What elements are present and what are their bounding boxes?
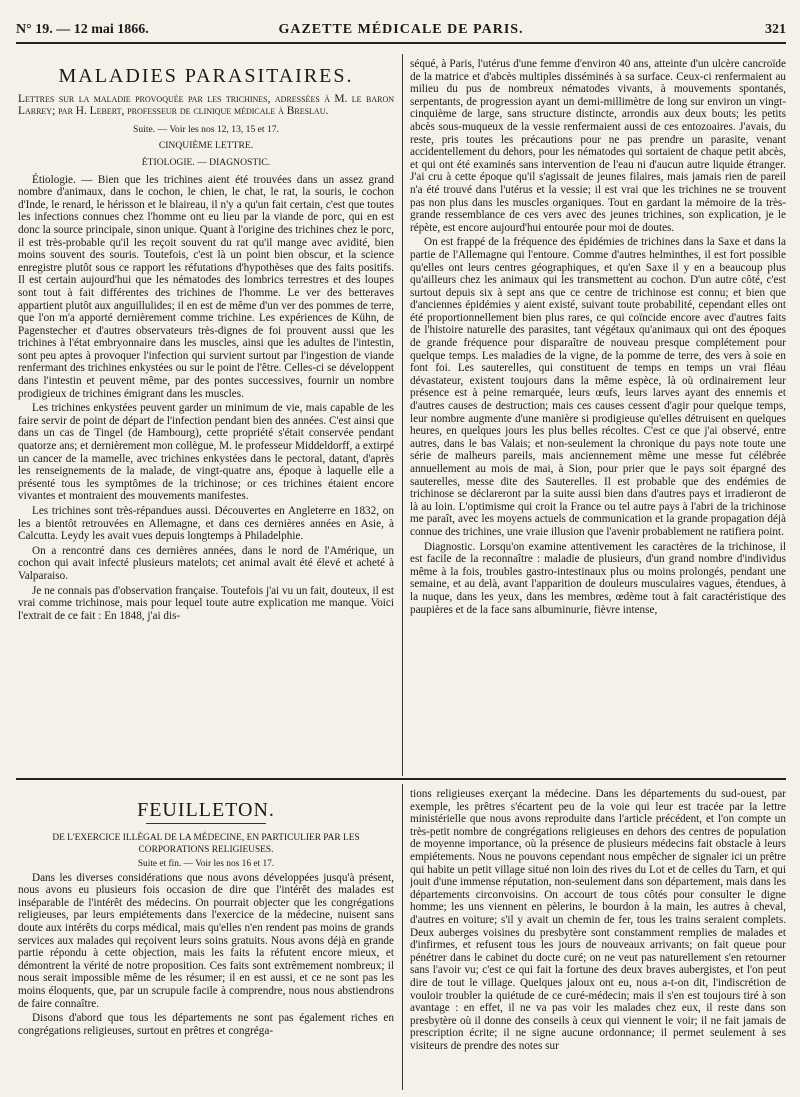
letter-topic: ÉTIOLOGIE. — DIAGNOSTIC. — [141, 156, 271, 168]
paragraph: Je ne connais pas d'observation française. Toutefois j'ai vu un fait, douteux, il est vrai comme trichinose, mais pour lequel toute autre explication me manque. Voici l'extrait de ce fait : En 1848, j'ai dis- — [18, 584, 394, 622]
paragraph: séqué, à Paris, l'utérus d'une femme d'environ 40 ans, atteinte d'un ulcère cancroïde de la matrice et d'abcès multiples disséminés à sa surface. Ceux-ci renfermaient au milieu du pus de nombreux nématodes vivants, à mouvements spontanés, serpentants, de progression ayant un demi-millimètre de long sur environ un vingt-cinquième de large, sans structure distincte, arrondis aux deux bouts; les petits abcès sous-muqueux de la vessie renfermaient aussi de ces entozoaires. J'avais, du reste, pris toutes les précautions pour ne pas prendre un parasite, venant accidentellement du dehors, pour les nématodes qui sortaient de chaque petit abcès, et qui ont été examinés sans intervention de l'eau ni d'aucun autre liquide étranger. J'ai cru à cette époque qu'il s'agissait de jeunes filaires, mais jamais rien de pareil n'a été trouvé dans l'utérus et la vessie; il est vrai que les trichines ne se trouvent pas non plus dans les muscles organiques. Tout en gardant la mémoire de la très-grande ressemblance de ces vers avec des jeunes trichines, son explication, je le répète, est encore aujourd'hui entourée pour moi de doutes. — [410, 58, 786, 234]
paragraph: Dans les diverses considérations que nous avons développées jusqu'à présent, nous avons eu plusieurs fois occasion de dire que l'intérêt des malades est inséparable de l'intérêt des médecins. On pourrait objecter que les congrégations religieuses, par leurs empiétements dans l'exercice de la médecine, nuisent sans doute aux intérêts du corps médical, mais qu'elles n'en rendent pas moins de grands services aux malades qui reçoivent leurs soins gratuits. Nous avons déjà en grande partie répondu à cette objection, mais les faits la réfutent encore mieux, et démontrent la vérité de notre proposition. Ces faits sont extrêmement nombreux; il nous serait impossible même de les résumer; il en est aussi, et ce ne sont pas les moins éloquents, que, par un scrupule facile à comprendre, nous nous abstiendrons de faire connaître. — [18, 871, 394, 1010]
paragraph: Les trichines enkystées peuvent garder un minimum de vie, mais capable de les faire servir de point de départ de l'infection pendant bien des années. C'est ainsi que dans un cas de Tingel (de Hambourg), cette propriété s'était conservée pendant quatorze ans; et dernièrement mon collègue, M. le professeur Middeldorff, a extirpé un cancer de la mamelle, avec trichines enkystées dans le pectoral, datant, d'après les renseignements de la malade, de vingt-quatre ans, époque à laquelle elle a présenté tous les symptômes de la trichinose; or ces trichines étaient encore vivantes et montraient des mouvements manifestes. — [18, 402, 394, 503]
title-rule — [146, 823, 266, 824]
paragraph: Disons d'abord que tous les départements ne sont pas également riches en congrégations religieuses, surtout en prêtres et congréga- — [18, 1012, 394, 1037]
journal-title: GAZETTE MÉDICALE DE PARIS. — [278, 22, 524, 37]
feuilleton-left-column — [18, 794, 394, 1090]
column-divider — [402, 54, 403, 776]
feuilleton-right-column — [410, 788, 786, 1090]
feuilleton-divider — [16, 778, 786, 780]
page-header — [16, 20, 786, 44]
column-divider — [402, 784, 403, 1090]
paragraph: tions religieuses exerçant la médecine. Dans les départements du sud-ouest, par exemple, les prêtres s'écartent peu de la voie qui leur est tracée par la lettre ministérielle que nous avons reproduite dans l'article précédent, et l'on compte un très-petit nombre de congrégations religieuses en dehors des centres de population de moyenne importance, où la présence de plusieurs médecins fait obstacle à leurs empiétements. Nous ne pouvons cependant nous empêcher de signaler ici un prêtre qui habite un petit village situé non loin des rives du Lot et de celles du Tarn, et qui jouit d'une immense réputation, non-seulement dans son département, mais dans les départements circonvoisins. On accourt de tous côtés pour consulter le digne homme; les uns viennent en pèlerins, le bourdon à la main, les autres à cheval, d'autres en voiture; s'il y avait un chemin de fer, tous les trains seraient complets. Deux auberges voisines du presbytère sont constamment remplies de malades et d'infirmes, et refusent tous les jours de nouveaux arrivants; on fait queue pour pénétrer dans le cabinet du docte curé; on ne veut pas naturellement s'en retourner sans l'avoir vu; c'est ce qui fait la fortune des deux braves aubergistes, et l'on peut dire de tout le village. Quelques jaloux ont eu, nous a-t-on dit, l'indiscrétion de vouloir troubler la quiétude de ce curé-médecin; mais il s'en est toujours tiré à son avantage : en effet, il ne va pas voir les malades chez eux, il reste dans son presbytère où il donne des conseils à ceux qui viennent le voir; il ne fait jamais de prescription écrite; il ne signe aucune ordonnance; il permet seulement à ses visiteurs de prendre des notes sur — [410, 788, 786, 1052]
left-column — [18, 62, 394, 774]
feuilleton-title: FEUILLETON. — [137, 799, 275, 821]
letters-title: Lettres sur la maladie provoquée par les trichines, adressées à M. le baron Larrey; par H. Lebert, professeur de clinique médicale à Breslau. — [18, 92, 394, 118]
feuilleton-suite: Suite et fin. — Voir les nos 16 et 17. — [137, 858, 275, 869]
letter-number: CINQUIÈME LETTRE. — [158, 140, 254, 152]
section-title: MALADIES PARASITAIRES. — [58, 65, 354, 87]
paragraph: On est frappé de la fréquence des épidémies de trichines dans la Saxe et dans la partie de l'Allemagne qui l'entoure. Comme d'autres helminthes, il est fort possible qu'elles ont leurs centres géographiques, et qu'en Saxe il y en a beaucoup plus qu'ailleurs chez les animaux qui les transmettent au cochon. D'un autre côté, c'est surtout depuis six à sept ans que ce centre de trichinose est connu; et bien que d'anciennes épidémies y aient existé, suivant toute probabilité, cependant elles ont été proportionnellement bien plus rares, ce qui coïncide encore avec d'autres faits de l'histoire naturelle des parasites, tant végétaux qu'animaux qui ont des époques de grande fréquence pour disparaître de nouveau presque complétement pour quelque temps. Les maladies de la vigne, de la pomme de terre, des vers à soie en font foi. Les sauterelles, qui constituent de temps en temps un vrai fléau dévastateur, existent toujours dans la même espèce, là où ordinairement leur présence est à peine remarquée, leurs œufs, leurs larves ayant des ennemis et d'autres causes de destruction; mais ces causes cessent d'agir pour quelque temps, leur nombre augmente d'une manière si prodigieuse qu'elles détruisent en quelques heures, en quelques jours les plus belles récoltes. C'est ce que j'ai observé, entre autres, dans le bas Valais; et non-seulement la chronique du pays note toute une série de malheurs pareils, mais anciennement même une messe fut célébrée annuellement au mois de mai, à Sion, pour prier que le pays soit épargné des sauterelles, messe dite des Sauterelles. Il est probable que des endémies de trichinose se déclareront par la suite aussi bien dans d'autres pays et irradieront de là au loin. L'optimisme qui croit la France ou tel autre pays à l'abri de la trichinose me paraît, avec les moyens actuels de communication et la grande propagation déjà connue des trichines, une vraie illusion que l'avenir probablement ne ratifiera point. — [410, 236, 786, 538]
page-number: 321 — [765, 22, 786, 37]
paragraph: Les trichines sont très-répandues aussi. Découvertes en Angleterre en 1832, on les a bientôt retrouvées en Allemagne, et dans ces dernières années en Asie, à Calcutta. Leydy les avait vues depuis longtemps à Philadelphie. — [18, 505, 394, 543]
suite-note: Suite. — Voir les nos 12, 13, 15 et 17. — [133, 123, 279, 135]
paragraph: On a rencontré dans ces dernières années, dans le nord de l'Amérique, un cochon qui avait infecté plusieurs matelots; cet animal avait été élevé et acheté à Valparaiso. — [18, 544, 394, 582]
paragraph: Étiologie. — Bien que les trichines aient été trouvées dans un assez grand nombre d'animaux, dans le cochon, le chien, le chat, le rat, la souris, le cochon d'Inde, le renard, le hérisson et le blaireau, il n'y a qu'un fait certain, c'est que toutes les infections connues chez l'homme ont eu lieu par la viande de porc, qui en est donc la source principale, sinon unique. Quant à l'origine des trichines chez le porc, il est très-probable qu'il les reçoit souvent du rat qu'il mange avec avidité, bien moins souvent des souris. Toutefois, c'est là un point bien obscur, et la science enregistre plutôt sous ce rapport les réfutations d'hypothèses que des faits positifs. Il est certain aujourd'hui que les nématodes des lombrics terrestres et des loupes sont tout à fait différentes des trichines de l'homme. Le ver des betteraves appartient plutôt aux anguillulides; il en est de même d'un ver des pommes de terre, que l'on m'a apporté dernièrement comme trichine. Les expériences de Kühn, de Pagenstecher et d'autres observateurs très-dignes de foi prouvent aussi que les trichines à l'état embryonnaire dans les muscles, ainsi que les adultes de l'intestin, sont peu aptes à provoquer l'infection qui survient surtout par l'ingestion de viande renfermant des trichines enkystées ou sur le point de l'être. Celles-ci se développent dans l'intestin et peuvent même, par des pontes successives, fournir un nombre prodigieux de trichines émigrant dans les muscles. — [18, 173, 394, 400]
newspaper-page — [16, 10, 786, 1090]
paragraph: Diagnostic. Lorsqu'on examine attentivement les caractères de la trichinose, il est facile de la reconnaître : maladie de plusieurs, d'un grand nombre d'individus même à la fois, troubles gastro-intestinaux plus ou moins prolongés, pendant une semaine, et au delà, avant l'apparition de douleurs musculaires vagues, étendues, à la nuque, dans les yeux, dans les membres, œdème tout à fait caractéristique des paupières et de la face sans albuminurie, fièvre intense, — [410, 540, 786, 616]
right-column — [410, 58, 786, 778]
issue-number: N° 19. — 12 mai 1866. — [16, 22, 149, 37]
feuilleton-subtitle: DE L'EXERCICE ILLÉGAL DE LA MÉDECINE, EN PARTICULIER PAR LES CORPORATIONS RELIGIEUSES. — [52, 832, 360, 855]
